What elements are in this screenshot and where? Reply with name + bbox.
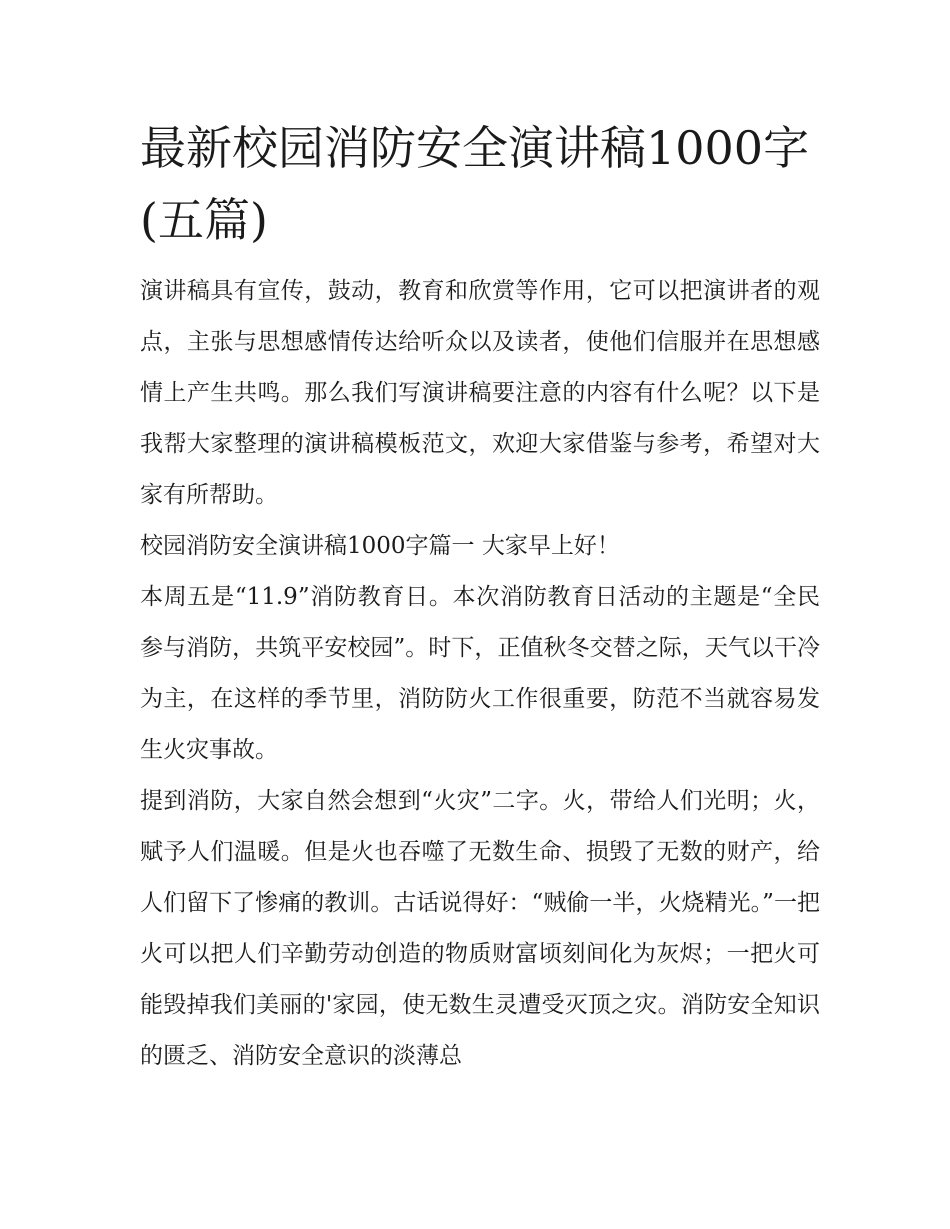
document-body [140,266,820,1082]
paragraph-fire-hazard: 提到消防，大家自然会想到“火灾”二字。火，带给人们光明；火，赋予人们温暖。但是火也吞噬了无数生命、损毁了无数的财产，给人们留下了惨痛的教训。古话说得好：“贼偷一半，火烧精光。”一把火可以把人们辛勤劳动创造的物质财富顷刻间化为灰烬；一把火可能毁掉我们美丽的'家园，使无数生灵遭受灭顶之灾。消防安全知识的匮乏、消防安全意识的淡薄总 [140,788,820,1069]
paragraph-fire-day: 本周五是“11.9”消防教育日。本次消防教育日活动的主题是“全民参与消防，共筑平安校园”。时下，正值秋冬交替之际，天气以干冷为主，在这样的季节里，消防防火工作很重要，防范不当就容易发生火灾事故。 [140,584,820,763]
paragraph-speech-heading: 校园消防安全演讲稿1000字篇一 大家早上好！ [140,533,620,559]
paragraph-intro: 演讲稿具有宣传，鼓动，教育和欣赏等作用，它可以把演讲者的观点，主张与思想感情传达给听众以及读者，使他们信服并在思想感情上产生共鸣。那么我们写演讲稿要注意的内容有什么呢？以下是我帮大家整理的演讲稿模板范文，欢迎大家借鉴与参考，希望对大家有所帮助。 [140,278,820,508]
document-title: 最新校园消防安全演讲稿1000字(五篇) [140,121,810,247]
document-page [140,112,820,1082]
